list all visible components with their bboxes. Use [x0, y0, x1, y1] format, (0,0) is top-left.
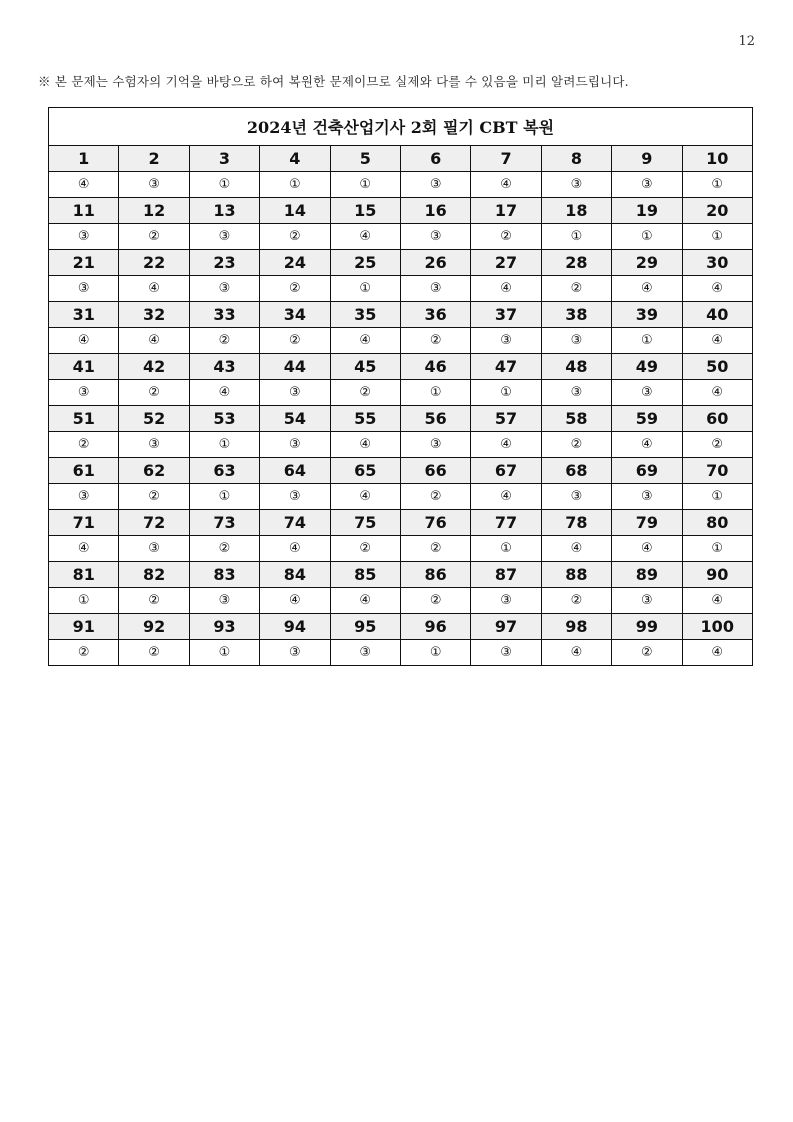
answer-cell: ③ — [119, 172, 189, 198]
answer-cell: ③ — [612, 588, 682, 614]
answer-cell: ④ — [471, 484, 541, 510]
question-number-cell: 56 — [400, 406, 470, 432]
answer-key-table — [48, 107, 753, 666]
question-number-cell: 2 — [119, 146, 189, 172]
answer-cell: ④ — [260, 536, 330, 562]
answer-cell: ② — [49, 640, 119, 666]
answer-cell: ③ — [541, 380, 611, 406]
answer-cell: ③ — [49, 380, 119, 406]
question-number-cell: 12 — [119, 198, 189, 224]
question-number-cell: 43 — [189, 354, 259, 380]
answer-cell: ② — [612, 640, 682, 666]
answer-cell: ③ — [400, 172, 470, 198]
answer-row — [49, 640, 753, 666]
question-number-cell: 55 — [330, 406, 400, 432]
question-number-cell: 9 — [612, 146, 682, 172]
answer-cell: ① — [49, 588, 119, 614]
question-number-cell: 76 — [400, 510, 470, 536]
answer-cell: ② — [330, 536, 400, 562]
answer-cell: ④ — [612, 432, 682, 458]
question-number-cell: 69 — [612, 458, 682, 484]
question-number-cell: 28 — [541, 250, 611, 276]
question-number-cell: 1 — [49, 146, 119, 172]
answer-cell: ① — [330, 172, 400, 198]
question-number-cell: 3 — [189, 146, 259, 172]
question-number-row — [49, 406, 753, 432]
question-number-cell: 25 — [330, 250, 400, 276]
question-number-cell: 53 — [189, 406, 259, 432]
question-number-cell: 7 — [471, 146, 541, 172]
answer-cell: ④ — [49, 536, 119, 562]
answer-cell: ③ — [541, 328, 611, 354]
question-number-cell: 37 — [471, 302, 541, 328]
question-number-cell: 52 — [119, 406, 189, 432]
answer-row — [49, 380, 753, 406]
question-number-row — [49, 198, 753, 224]
question-number-cell: 23 — [189, 250, 259, 276]
question-number-row — [49, 302, 753, 328]
question-number-cell: 66 — [400, 458, 470, 484]
answer-cell: ① — [189, 484, 259, 510]
question-number-cell: 20 — [682, 198, 752, 224]
answer-cell: ② — [119, 640, 189, 666]
question-number-cell: 95 — [330, 614, 400, 640]
question-number-cell: 70 — [682, 458, 752, 484]
answer-cell: ② — [330, 380, 400, 406]
disclaimer-notice: ※ 본 문제는 수험자의 기억을 바탕으로 하여 복원한 문제이므로 실제와 다를 수 있음을 미리 알려드립니다. — [38, 74, 629, 89]
answer-cell: ③ — [471, 640, 541, 666]
answer-cell: ② — [541, 432, 611, 458]
answer-row — [49, 432, 753, 458]
answer-cell: ① — [189, 172, 259, 198]
answer-cell: ④ — [49, 172, 119, 198]
question-number-cell: 41 — [49, 354, 119, 380]
answer-cell: ② — [400, 536, 470, 562]
answer-cell: ④ — [260, 588, 330, 614]
answer-cell: ④ — [612, 536, 682, 562]
question-number-row — [49, 354, 753, 380]
question-number-cell: 97 — [471, 614, 541, 640]
answer-cell: ④ — [330, 328, 400, 354]
question-number-cell: 11 — [49, 198, 119, 224]
question-number-row — [49, 614, 753, 640]
answer-cell: ③ — [260, 432, 330, 458]
answer-cell: ③ — [612, 484, 682, 510]
question-number-cell: 5 — [330, 146, 400, 172]
answer-cell: ② — [119, 224, 189, 250]
question-number-cell: 88 — [541, 562, 611, 588]
question-number-cell: 85 — [330, 562, 400, 588]
question-number-cell: 50 — [682, 354, 752, 380]
answer-cell: ② — [189, 328, 259, 354]
question-number-cell: 29 — [612, 250, 682, 276]
question-number-cell: 46 — [400, 354, 470, 380]
answer-cell: ③ — [119, 432, 189, 458]
question-number-cell: 60 — [682, 406, 752, 432]
question-number-cell: 54 — [260, 406, 330, 432]
answer-cell: ① — [682, 484, 752, 510]
answer-cell: ③ — [612, 172, 682, 198]
answer-cell: ④ — [682, 276, 752, 302]
answer-cell: ④ — [119, 276, 189, 302]
answer-row — [49, 484, 753, 510]
answer-cell: ③ — [541, 484, 611, 510]
answer-cell: ② — [682, 432, 752, 458]
answer-cell: ③ — [260, 640, 330, 666]
question-number-cell: 42 — [119, 354, 189, 380]
answer-cell: ① — [612, 224, 682, 250]
answer-cell: ③ — [260, 380, 330, 406]
answer-cell: ① — [400, 640, 470, 666]
question-number-cell: 80 — [682, 510, 752, 536]
answer-cell: ② — [400, 588, 470, 614]
answer-cell: ② — [119, 588, 189, 614]
question-number-cell: 26 — [400, 250, 470, 276]
answer-cell: ① — [189, 432, 259, 458]
answer-cell: ③ — [400, 276, 470, 302]
question-number-cell: 6 — [400, 146, 470, 172]
answer-cell: ③ — [612, 380, 682, 406]
question-number-cell: 100 — [682, 614, 752, 640]
question-number-cell: 10 — [682, 146, 752, 172]
answer-cell: ④ — [682, 640, 752, 666]
question-number-cell: 72 — [119, 510, 189, 536]
question-number-cell: 91 — [49, 614, 119, 640]
question-number-cell: 36 — [400, 302, 470, 328]
answer-cell: ④ — [49, 328, 119, 354]
question-number-cell: 79 — [612, 510, 682, 536]
question-number-cell: 73 — [189, 510, 259, 536]
question-number-cell: 51 — [49, 406, 119, 432]
answer-cell: ① — [189, 640, 259, 666]
answer-cell: ③ — [471, 328, 541, 354]
question-number-row — [49, 146, 753, 172]
answer-cell: ② — [400, 484, 470, 510]
answer-cell: ① — [260, 172, 330, 198]
question-number-cell: 83 — [189, 562, 259, 588]
answer-cell: ③ — [189, 276, 259, 302]
question-number-cell: 40 — [682, 302, 752, 328]
question-number-cell: 14 — [260, 198, 330, 224]
answer-cell: ② — [49, 432, 119, 458]
answer-cell: ① — [682, 224, 752, 250]
answer-cell: ④ — [682, 380, 752, 406]
answer-cell: ① — [471, 536, 541, 562]
answer-cell: ① — [682, 536, 752, 562]
answer-cell: ④ — [471, 172, 541, 198]
question-number-cell: 96 — [400, 614, 470, 640]
answer-cell: ① — [330, 276, 400, 302]
answer-cell: ③ — [400, 224, 470, 250]
question-number-cell: 30 — [682, 250, 752, 276]
answer-cell: ② — [260, 276, 330, 302]
question-number-cell: 27 — [471, 250, 541, 276]
question-number-cell: 67 — [471, 458, 541, 484]
answer-cell: ④ — [541, 536, 611, 562]
question-number-cell: 38 — [541, 302, 611, 328]
question-number-cell: 8 — [541, 146, 611, 172]
question-number-cell: 35 — [330, 302, 400, 328]
question-number-cell: 49 — [612, 354, 682, 380]
answer-cell: ③ — [49, 276, 119, 302]
answer-cell: ③ — [189, 224, 259, 250]
answer-cell: ① — [541, 224, 611, 250]
answer-row — [49, 172, 753, 198]
question-number-cell: 81 — [49, 562, 119, 588]
question-number-cell: 45 — [330, 354, 400, 380]
answer-cell: ② — [260, 224, 330, 250]
question-number-cell: 34 — [260, 302, 330, 328]
question-number-cell: 90 — [682, 562, 752, 588]
answer-cell: ④ — [330, 588, 400, 614]
answer-cell: ④ — [612, 276, 682, 302]
question-number-cell: 71 — [49, 510, 119, 536]
question-number-row — [49, 562, 753, 588]
answer-cell: ④ — [330, 484, 400, 510]
question-number-cell: 18 — [541, 198, 611, 224]
question-number-cell: 86 — [400, 562, 470, 588]
question-number-cell: 15 — [330, 198, 400, 224]
answer-cell: ④ — [541, 640, 611, 666]
answer-cell: ② — [541, 588, 611, 614]
question-number-cell: 44 — [260, 354, 330, 380]
question-number-cell: 57 — [471, 406, 541, 432]
page-number: 12 — [738, 34, 755, 49]
question-number-cell: 65 — [330, 458, 400, 484]
question-number-cell: 31 — [49, 302, 119, 328]
question-number-row — [49, 510, 753, 536]
answer-cell: ③ — [471, 588, 541, 614]
question-number-cell: 74 — [260, 510, 330, 536]
answer-cell: ③ — [189, 588, 259, 614]
answer-row — [49, 276, 753, 302]
table-title: 2024년 건축산업기사 2회 필기 CBT 복원 — [49, 108, 753, 146]
answer-cell: ① — [471, 380, 541, 406]
question-number-cell: 24 — [260, 250, 330, 276]
question-number-cell: 63 — [189, 458, 259, 484]
answer-cell: ① — [682, 172, 752, 198]
question-number-row — [49, 250, 753, 276]
question-number-cell: 19 — [612, 198, 682, 224]
answer-cell: ② — [471, 224, 541, 250]
answer-cell: ② — [119, 380, 189, 406]
question-number-cell: 17 — [471, 198, 541, 224]
answer-cell: ④ — [330, 224, 400, 250]
answer-row — [49, 588, 753, 614]
question-number-cell: 59 — [612, 406, 682, 432]
question-number-cell: 21 — [49, 250, 119, 276]
question-number-cell: 92 — [119, 614, 189, 640]
answer-cell: ③ — [400, 432, 470, 458]
question-number-cell: 33 — [189, 302, 259, 328]
question-number-cell: 47 — [471, 354, 541, 380]
answer-cell: ① — [612, 328, 682, 354]
answer-row — [49, 536, 753, 562]
answer-cell: ④ — [330, 432, 400, 458]
question-number-cell: 32 — [119, 302, 189, 328]
question-number-cell: 77 — [471, 510, 541, 536]
answer-row — [49, 224, 753, 250]
question-number-cell: 16 — [400, 198, 470, 224]
answer-cell: ④ — [119, 328, 189, 354]
question-number-cell: 94 — [260, 614, 330, 640]
question-number-cell: 99 — [612, 614, 682, 640]
answer-cell: ③ — [330, 640, 400, 666]
answer-cell: ③ — [49, 224, 119, 250]
answer-cell: ② — [400, 328, 470, 354]
answer-cell: ④ — [471, 276, 541, 302]
question-number-row — [49, 458, 753, 484]
answer-cell: ② — [189, 536, 259, 562]
question-number-cell: 87 — [471, 562, 541, 588]
question-number-cell: 39 — [612, 302, 682, 328]
question-number-cell: 89 — [612, 562, 682, 588]
answer-cell: ④ — [682, 328, 752, 354]
answer-cell: ④ — [189, 380, 259, 406]
answer-cell: ② — [119, 484, 189, 510]
answer-cell: ② — [260, 328, 330, 354]
question-number-cell: 78 — [541, 510, 611, 536]
answer-cell: ④ — [682, 588, 752, 614]
question-number-cell: 22 — [119, 250, 189, 276]
question-number-cell: 4 — [260, 146, 330, 172]
answer-cell: ④ — [471, 432, 541, 458]
question-number-cell: 68 — [541, 458, 611, 484]
question-number-cell: 93 — [189, 614, 259, 640]
answer-cell: ③ — [119, 536, 189, 562]
answer-cell: ③ — [260, 484, 330, 510]
answer-cell: ① — [400, 380, 470, 406]
answer-cell: ③ — [49, 484, 119, 510]
question-number-cell: 82 — [119, 562, 189, 588]
question-number-cell: 58 — [541, 406, 611, 432]
question-number-cell: 84 — [260, 562, 330, 588]
answer-cell: ③ — [541, 172, 611, 198]
question-number-cell: 62 — [119, 458, 189, 484]
question-number-cell: 98 — [541, 614, 611, 640]
question-number-cell: 13 — [189, 198, 259, 224]
question-number-cell: 48 — [541, 354, 611, 380]
answer-cell: ② — [541, 276, 611, 302]
question-number-cell: 64 — [260, 458, 330, 484]
answer-row — [49, 328, 753, 354]
question-number-cell: 75 — [330, 510, 400, 536]
question-number-cell: 61 — [49, 458, 119, 484]
